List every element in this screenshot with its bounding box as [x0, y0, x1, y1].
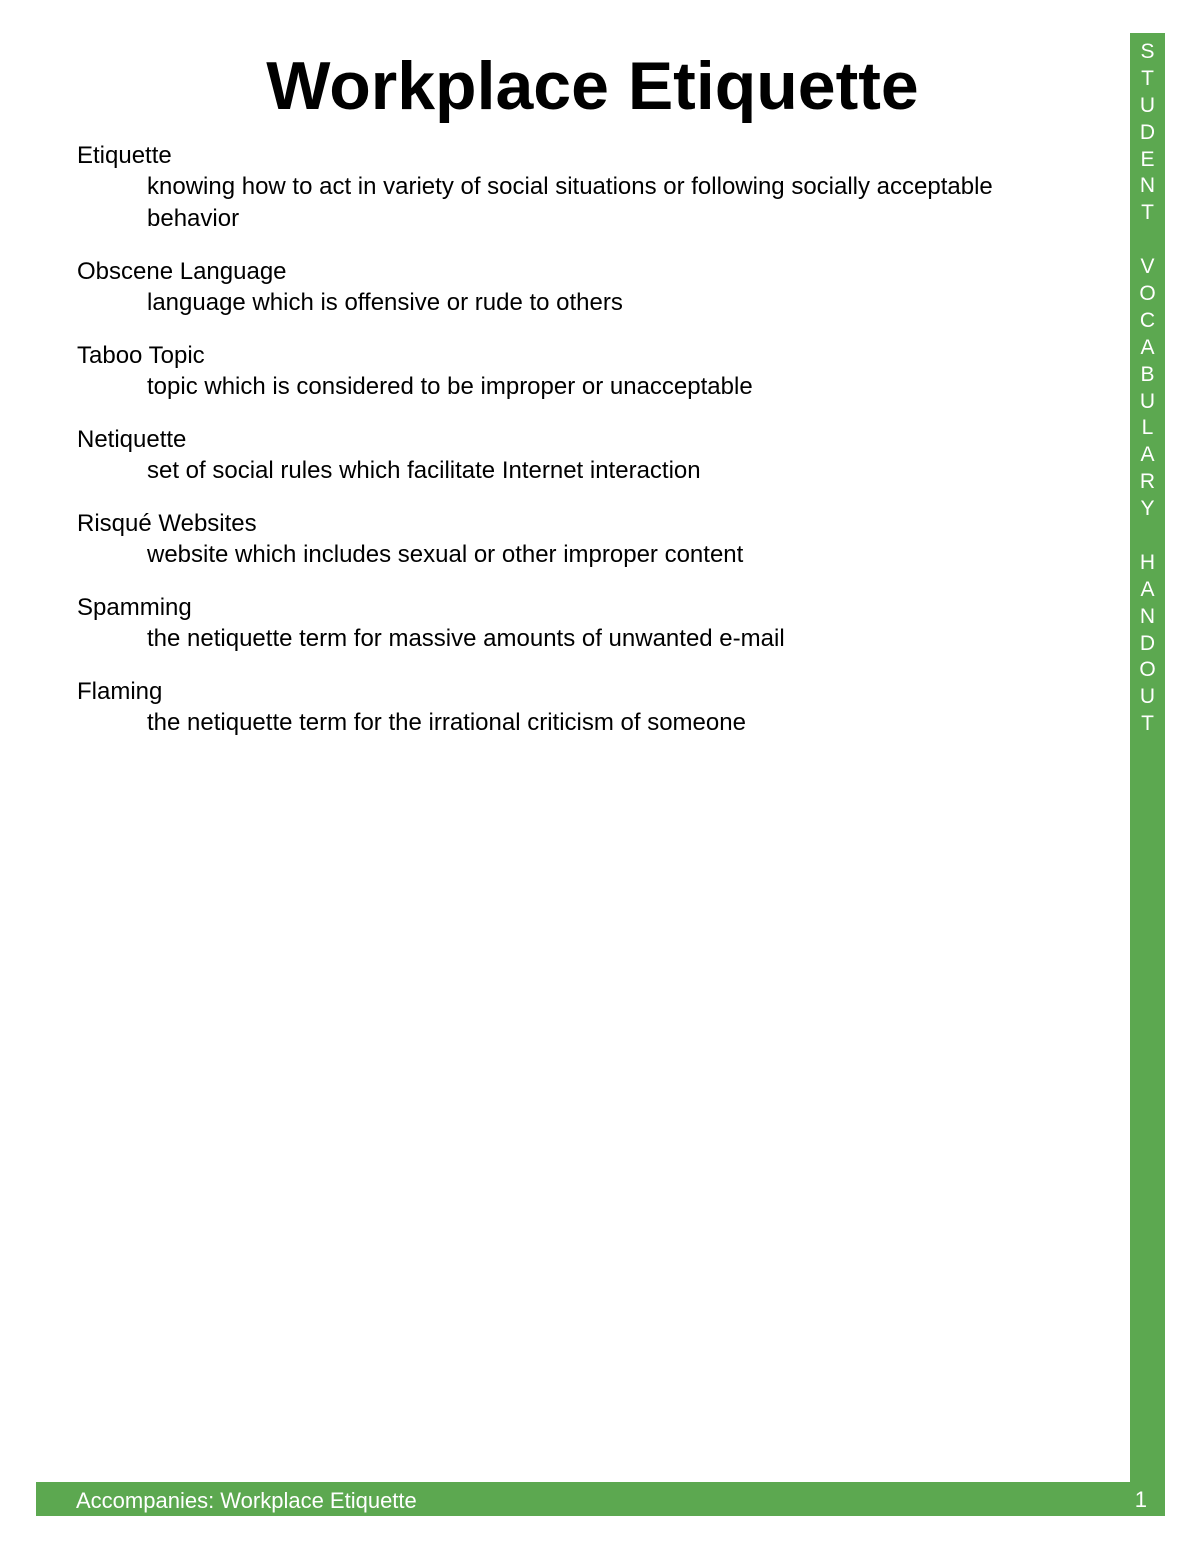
side-banner-letter: O [1139, 658, 1156, 682]
vocabulary-item [77, 340, 1117, 403]
side-banner-letter: O [1139, 282, 1156, 306]
side-banner-letter: V [1140, 255, 1155, 279]
side-banner-letter: N [1139, 604, 1156, 628]
side-banner-letter: S [1140, 40, 1155, 63]
side-banner [1130, 33, 1165, 1516]
term-definition: knowing how to act in variety of social situations or following socially acceptable behavior [147, 173, 993, 232]
term-word: Etiquette [77, 142, 172, 169]
page-title: Workplace Etiquette [266, 48, 919, 124]
side-banner-letter: U [1139, 389, 1156, 413]
side-banner-letter: T [1141, 201, 1154, 225]
term-definition: the netiquette term for the irrational criticism of someone [147, 709, 746, 736]
vocabulary-item [77, 592, 1117, 655]
side-banner-letter: N [1139, 174, 1156, 198]
side-banner-letter: C [1139, 308, 1156, 332]
side-banner-letter: T [1141, 66, 1154, 90]
side-banner-letter [1130, 227, 1165, 254]
side-banner-letter: Y [1140, 497, 1155, 521]
vocabulary-list [77, 140, 1117, 760]
side-banner-letter: E [1140, 147, 1155, 171]
vocabulary-item [77, 508, 1117, 571]
side-banner-letter: A [1140, 335, 1155, 359]
side-banner-letter: A [1140, 443, 1155, 467]
side-banner-letter: A [1140, 577, 1155, 601]
term-definition: topic which is considered to be improper or unacceptable [147, 373, 753, 400]
side-banner-letter: B [1140, 362, 1155, 386]
vocabulary-item [77, 424, 1117, 487]
footer-text: Accompanies: Workplace Etiquette [76, 1488, 417, 1513]
side-banner-label [1130, 39, 1165, 738]
term-word: Netiquette [77, 426, 187, 453]
term-definition: website which includes sexual or other improper content [147, 541, 744, 568]
term-word: Spamming [77, 594, 192, 621]
side-banner-letter: L [1141, 416, 1154, 440]
side-banner-letter: T [1141, 712, 1154, 736]
side-banner-letter: H [1139, 550, 1156, 574]
term-definition: language which is offensive or rude to others [147, 289, 623, 316]
term-definition: set of social rules which facilitate Internet interaction [147, 457, 701, 484]
term-word: Taboo Topic [77, 342, 205, 369]
side-banner-letter [1130, 523, 1165, 550]
side-banner-letter: U [1139, 93, 1156, 117]
page-number: 1 [1134, 1487, 1147, 1512]
side-banner-letter: U [1139, 685, 1156, 709]
term-definition: the netiquette term for massive amounts of unwanted e-mail [147, 625, 785, 652]
side-banner-letter: D [1139, 120, 1156, 144]
term-word: Risqué Websites [77, 510, 257, 537]
vocabulary-item [77, 140, 1117, 235]
vocabulary-item [77, 256, 1117, 319]
term-word: Obscene Language [77, 258, 287, 285]
side-banner-letter: R [1139, 470, 1156, 494]
footer-bar [36, 1482, 1165, 1516]
term-word: Flaming [77, 678, 163, 705]
side-banner-letter: D [1139, 631, 1156, 655]
vocabulary-item [77, 676, 1117, 739]
